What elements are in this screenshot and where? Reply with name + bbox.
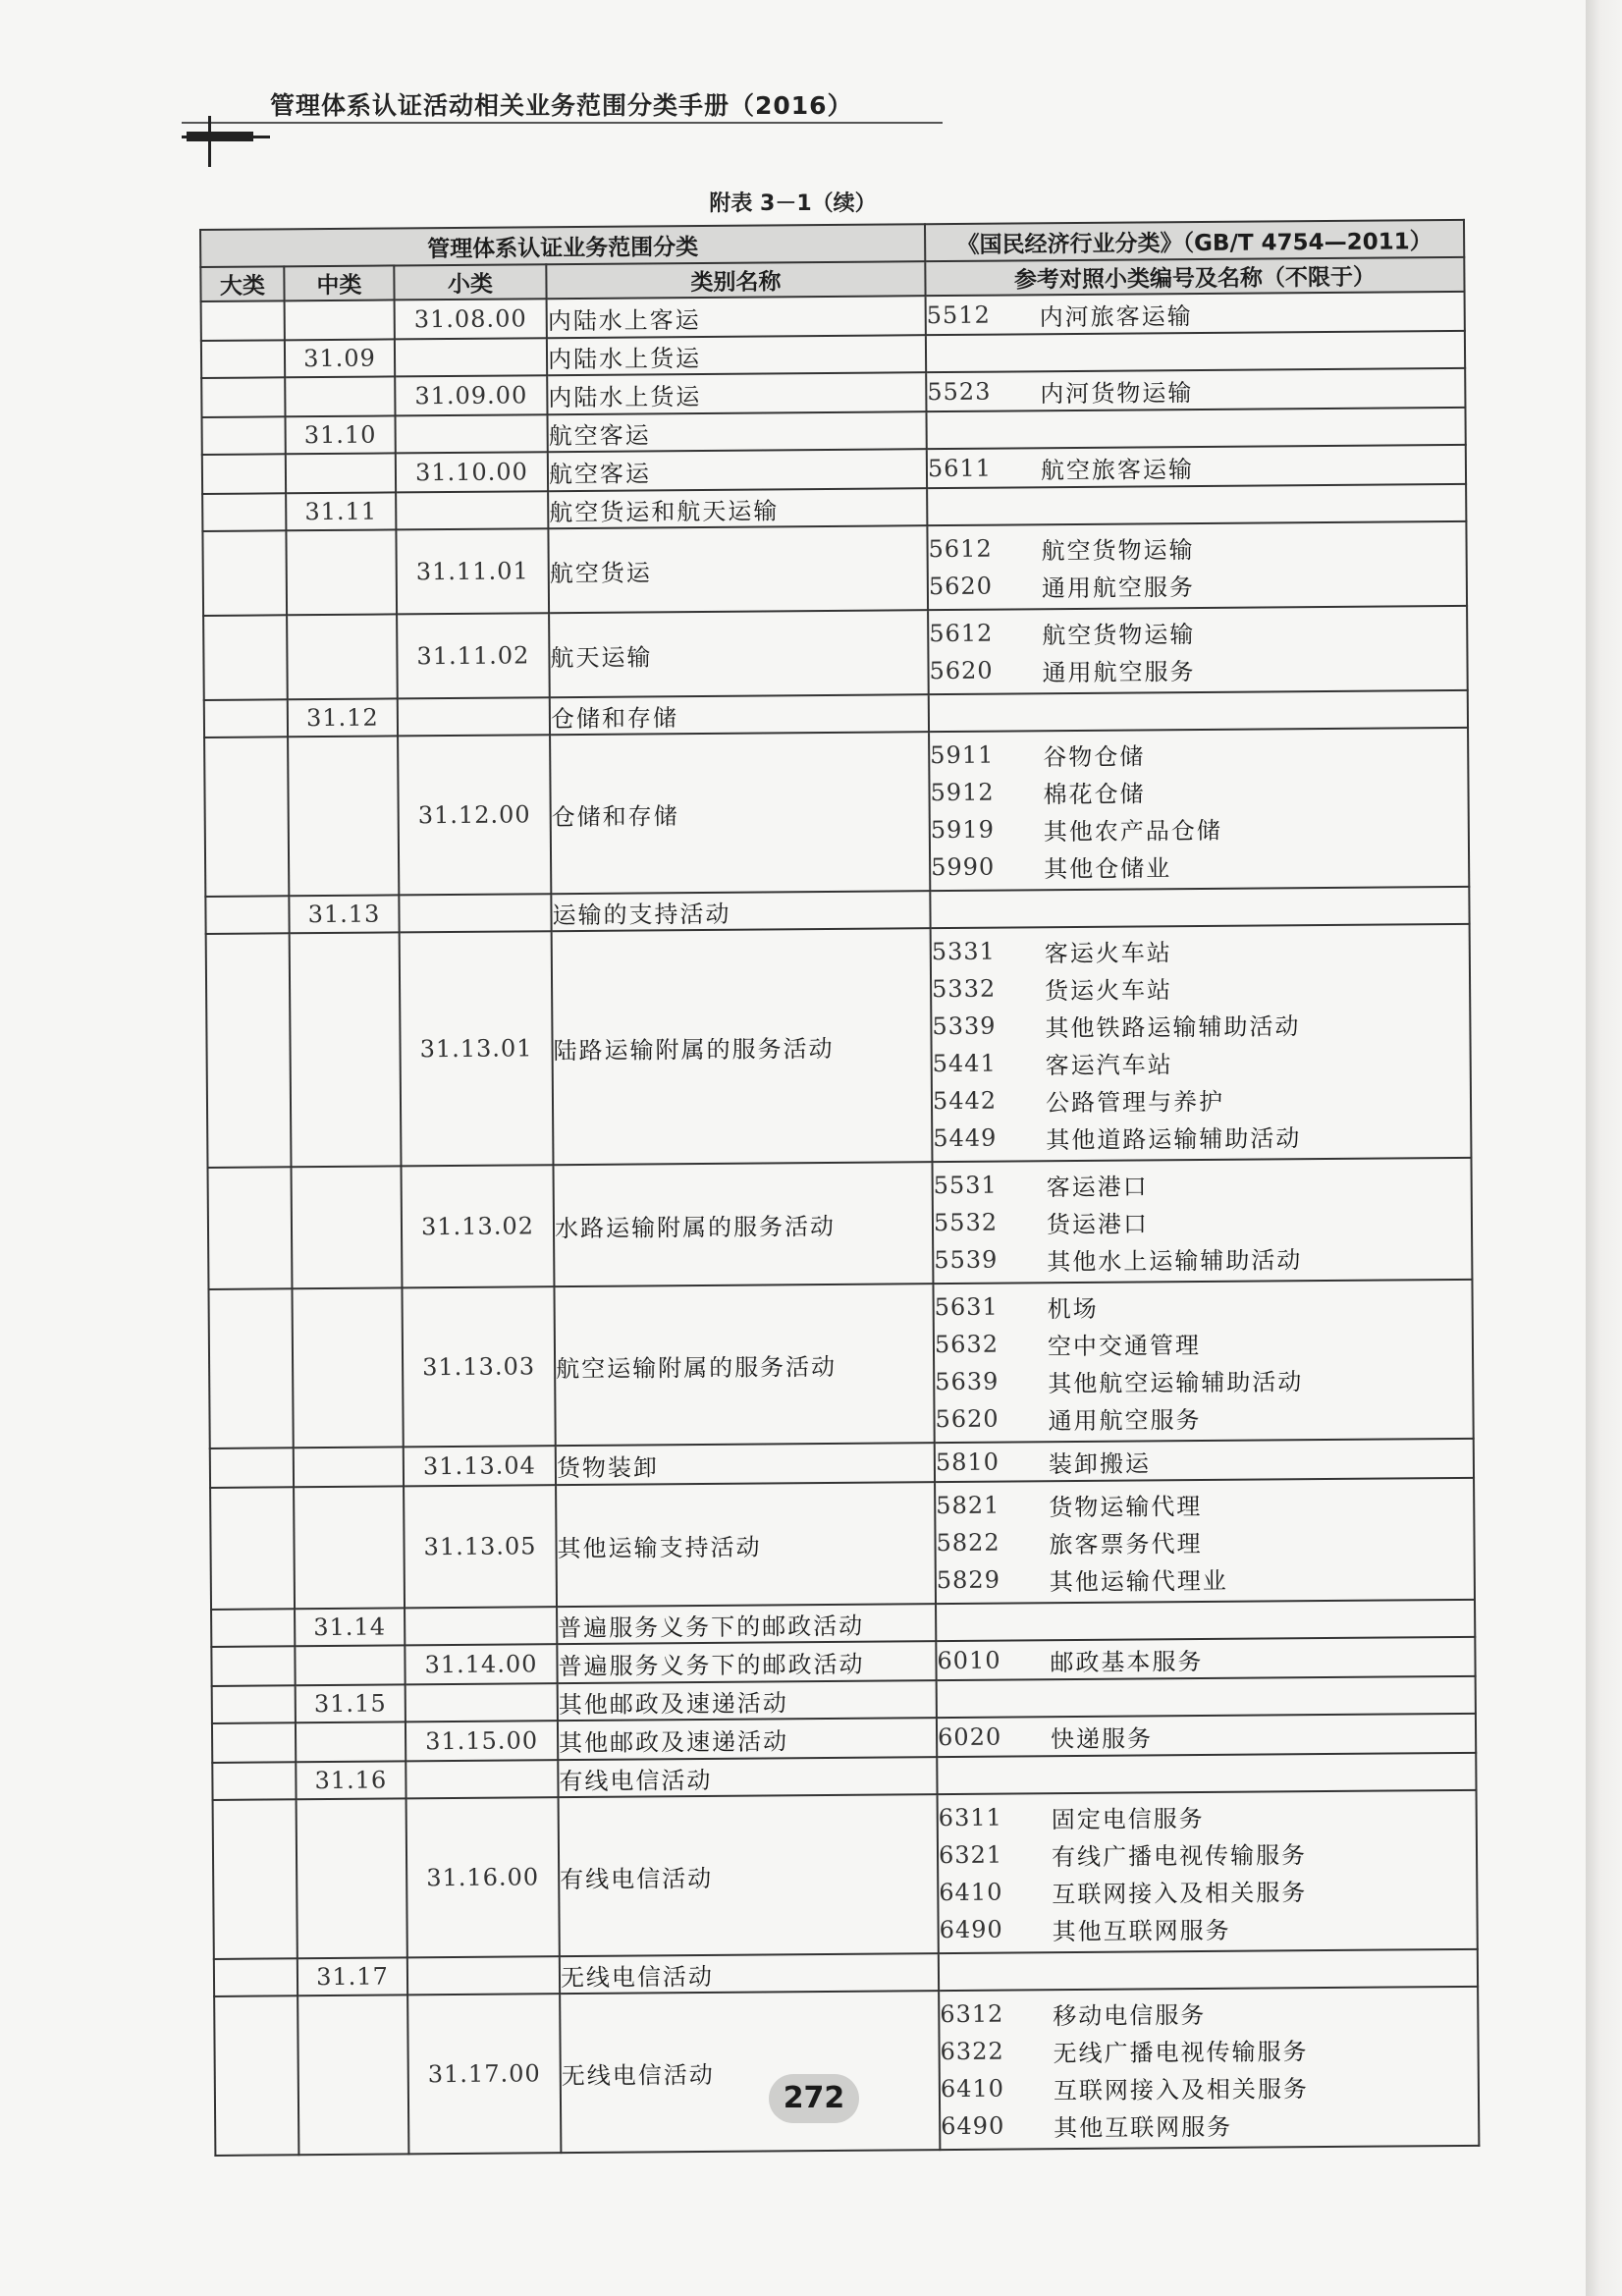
reference-name: 固定电信服务 [1051,1804,1205,1833]
reference-code: 5612 [929,619,994,648]
reference-name: 旅客票务代理 [1049,1529,1203,1558]
category-name-cell: 运输的支持活动 [551,891,930,931]
reference-item [941,2104,1478,2145]
reference-item [941,2066,1478,2107]
reference-code: 6311 [938,1803,1002,1832]
reference-cell [935,1439,1474,1482]
reference-item [929,611,1466,652]
reference-item [935,1359,1472,1400]
reference-code: 5990 [931,852,996,882]
middle-code-cell [290,932,402,1167]
reference-code: 5620 [929,656,994,685]
group-header-right: 《国民经济行业分类》（GB/T 4754—2011） [925,220,1464,261]
reference-item [934,1200,1471,1241]
reference-code: 5632 [934,1330,1000,1359]
reference-name: 其他航空运输辅助活动 [1048,1367,1304,1397]
reference-code: 6410 [940,2074,1005,2104]
reference-name: 邮政基本服务 [1050,1647,1204,1676]
reference-name: 其他互联网服务 [1052,1916,1231,1945]
minor-code-cell: 31.13.02 [402,1165,555,1287]
table-row [204,728,1469,897]
table-row [210,1478,1475,1610]
middle-code-cell: 31.15 [296,1684,406,1722]
major-cell [208,1288,293,1449]
minor-code-cell: 31.10.00 [396,452,548,492]
major-cell [201,340,285,378]
category-name-cell: 水路运输附属的服务活动 [553,1162,933,1286]
reference-item [939,1795,1476,1836]
reference-name: 航空旅客运输 [1040,455,1195,484]
header-ornament-bar [187,132,253,141]
category-name-cell: 有线电信活动 [558,1757,937,1797]
minor-code-cell: 31.15.00 [406,1721,558,1761]
minor-code-cell [405,1607,557,1645]
major-cell [212,1762,296,1800]
reference-item [932,1004,1469,1045]
reference-cell [937,1753,1476,1794]
middle-code-cell: 31.10 [286,415,396,454]
reference-cell [929,690,1468,732]
column-header-major: 大类 [200,266,284,301]
reference-cell [930,887,1469,928]
page-number: 272 [769,2074,859,2123]
classification-table [199,219,1480,2157]
reference-name: 通用航空服务 [1048,1405,1202,1435]
reference-name: 货物运输代理 [1049,1492,1203,1521]
reference-name: 快递服务 [1050,1723,1154,1753]
reference-code: 5810 [935,1448,1000,1477]
reference-name: 航空货物运输 [1041,535,1195,565]
table-row [206,924,1472,1168]
middle-code-cell [294,1447,404,1487]
category-name-cell: 无线电信活动 [560,1991,940,2153]
reference-code: 5611 [927,454,993,483]
category-name-cell: 内陆水上货运 [547,335,926,375]
minor-code-cell: 31.13.05 [404,1485,557,1608]
column-header-reference: 参考对照小类编号及名称（不限于） [925,257,1464,296]
minor-code-cell [398,697,550,736]
minor-code-cell: 31.16.00 [406,1797,560,1957]
running-header-title: 管理体系认证活动相关业务范围分类手册（2016） [270,91,853,120]
reference-item [939,1832,1476,1874]
reference-item [934,1285,1471,1326]
column-header-minor: 小类 [394,264,546,300]
minor-code-cell: 31.12.00 [398,735,551,895]
middle-code-cell [285,300,395,340]
reference-name: 其他互联网服务 [1054,2112,1233,2142]
minor-code-cell: 31.13.01 [400,931,554,1166]
reference-item [939,1870,1476,1911]
major-cell [206,933,292,1168]
reference-code: 6312 [940,1999,1004,2029]
reference-cell [939,1987,1479,2150]
reference-name: 有线广播电视传输服务 [1051,1840,1308,1871]
category-name-cell: 内陆水上货运 [547,372,926,414]
reference-name: 客运汽车站 [1045,1050,1173,1079]
reference-code: 5911 [930,740,995,770]
middle-code-cell [292,1166,403,1288]
minor-code-cell [406,1760,558,1798]
reference-name: 其他运输代理业 [1049,1566,1228,1596]
reference-item [940,2029,1477,2070]
reference-cell [937,1714,1476,1757]
category-name-cell: 仓储和存储 [550,732,930,894]
reference-name: 内河旅客运输 [1039,301,1193,331]
reference-cell [938,1790,1478,1953]
minor-code-cell [396,414,548,453]
reference-code: 5441 [932,1049,997,1078]
reference-cell [926,368,1465,411]
middle-code-cell [292,1287,403,1448]
reference-item [936,1483,1473,1524]
middle-code-cell [286,529,397,615]
reference-cell [937,1676,1476,1718]
major-cell [214,1995,298,2156]
minor-code-cell: 31.13.04 [404,1446,556,1486]
reference-item [934,1237,1471,1279]
major-cell [208,1167,293,1289]
category-name-cell: 航空客运 [548,449,927,491]
minor-code-cell: 31.17.00 [407,1994,561,2154]
reference-code: 5631 [934,1292,999,1322]
middle-code-cell: 31.09 [285,339,395,377]
major-cell [211,1646,295,1686]
category-name-cell: 有线电信活动 [559,1794,939,1956]
category-name-cell: 仓储和存储 [550,694,929,735]
reference-cell [926,292,1465,335]
reference-item [927,293,1464,334]
reference-code: 5639 [935,1367,1000,1396]
reference-code: 5442 [932,1086,998,1116]
category-name-cell: 其他邮政及速递活动 [558,1718,937,1760]
category-name-cell: 航空货运 [548,525,928,613]
middle-code-cell: 31.16 [296,1761,406,1799]
reference-code: 6010 [937,1646,1001,1675]
reference-item [933,1116,1470,1157]
major-cell [202,493,286,531]
category-name-cell: 航空运输附属的服务活动 [554,1284,934,1446]
middle-code-cell: 31.11 [286,492,396,530]
reference-code: 6410 [939,1878,1003,1907]
reference-code: 5523 [927,377,992,407]
reference-item [927,369,1464,410]
major-cell [210,1448,294,1488]
reference-name: 其他仓储业 [1044,853,1172,883]
reference-name: 装卸搬运 [1048,1449,1152,1478]
major-cell [201,301,285,341]
reference-cell [933,1280,1473,1443]
reference-name: 谷物仓储 [1043,741,1146,771]
reference-name: 机场 [1047,1294,1099,1323]
reference-name: 其他铁路运输辅助活动 [1045,1011,1301,1042]
minor-code-cell: 31.13.03 [402,1286,555,1447]
middle-code-cell [286,453,396,493]
reference-item [939,1907,1476,1948]
reference-code: 6490 [939,1915,1003,1944]
reference-cell [926,408,1465,449]
reference-name: 移动电信服务 [1053,2000,1207,2030]
reference-item [940,1992,1477,2033]
major-cell [202,454,286,494]
page-edge-shadow [1586,0,1622,2296]
header-ornament-vertical [208,116,211,167]
minor-code-cell [395,338,547,376]
middle-code-cell: 31.13 [289,895,399,933]
group-header-left: 管理体系认证业务范围分类 [200,224,925,267]
reference-cell [939,1949,1478,1991]
middle-code-cell [295,1645,405,1685]
major-cell [202,530,287,616]
category-name-cell: 普遍服务义务下的邮政活动 [557,1604,936,1644]
table-row [214,1987,1479,2156]
reference-cell [931,924,1472,1162]
minor-code-cell: 31.11.02 [397,613,550,698]
middle-code-cell: 31.17 [297,1957,407,1995]
major-cell [202,416,286,455]
reference-cell [927,445,1466,488]
reference-cell [935,1478,1475,1604]
category-name-cell: 货物装卸 [556,1443,935,1485]
minor-code-cell [407,1956,560,1995]
reference-cell [929,728,1469,891]
reference-cell [927,484,1466,525]
reference-name: 互联网接入及相关服务 [1053,2074,1310,2105]
major-cell [201,377,285,417]
reference-item [938,1715,1475,1756]
reference-code: 5332 [931,974,997,1004]
major-cell [204,699,288,738]
reference-item [931,807,1468,848]
reference-code: 5919 [930,815,996,845]
reference-cell [927,521,1467,610]
minor-code-cell: 31.11.01 [396,528,549,614]
table-row [208,1158,1473,1289]
minor-code-cell: 31.08.00 [395,299,547,339]
category-name-cell: 其他运输支持活动 [556,1482,936,1607]
reference-code: 5449 [933,1123,998,1153]
reference-code: 5331 [931,937,996,966]
middle-code-cell [297,1798,407,1958]
reference-item [932,966,1469,1008]
category-name-cell: 无线电信活动 [560,1953,939,1994]
category-name-cell: 航天运输 [549,610,929,697]
table-row [202,521,1467,616]
reference-code: 5532 [933,1208,999,1237]
reference-item [930,733,1467,774]
category-name-cell: 航空客运 [547,411,926,452]
major-cell [204,737,289,897]
reference-code: 6322 [940,2037,1004,2066]
category-name-cell: 普遍服务义务下的邮政活动 [557,1641,936,1683]
minor-code-cell [406,1683,558,1722]
major-cell [213,1799,297,1959]
reference-code: 6490 [941,2111,1005,2141]
reference-name: 通用航空服务 [1042,657,1196,686]
reference-cell [926,331,1465,372]
reference-item [936,1440,1473,1481]
major-cell [214,1958,297,1996]
reference-item [929,564,1466,605]
reference-name: 客运港口 [1046,1172,1149,1201]
reference-code: 6020 [937,1722,1002,1752]
reference-code: 5339 [932,1011,997,1041]
reference-item [928,446,1465,487]
table-row [203,606,1468,700]
reference-item [937,1638,1474,1679]
reference-item [931,845,1468,886]
reference-name: 空中交通管理 [1047,1331,1202,1360]
reference-code: 5821 [936,1491,1000,1520]
reference-name: 棉花仓储 [1043,779,1146,808]
reference-item [930,770,1467,811]
minor-code-cell [399,894,551,932]
table-caption: 附表 3－1（续） [709,191,877,216]
category-name-cell: 航空货运和航天运输 [548,488,927,528]
minor-code-cell: 31.14.00 [405,1644,557,1684]
reference-item [936,1520,1473,1561]
major-cell [210,1487,295,1610]
column-header-middle: 中类 [284,265,394,301]
reference-item [935,1322,1472,1363]
reference-code: 5620 [928,572,994,601]
header-rule [182,122,943,124]
reference-name: 公路管理与养护 [1045,1087,1225,1117]
reference-code: 5620 [935,1404,1000,1434]
table-body [201,292,1480,2156]
reference-name: 其他水上运输辅助活动 [1047,1245,1303,1276]
reference-code: 5912 [930,778,995,807]
reference-name: 通用航空服务 [1041,573,1196,602]
major-cell [212,1722,296,1763]
middle-code-cell [288,736,399,896]
category-name-cell: 其他邮政及速递活动 [558,1680,937,1721]
reference-item [935,1396,1472,1438]
middle-code-cell [294,1486,405,1609]
reference-name: 货运火车站 [1045,975,1173,1005]
reference-name: 无线广播电视传输服务 [1053,2037,1309,2067]
reference-code: 5539 [934,1245,999,1275]
major-cell [212,1685,296,1723]
middle-code-cell [287,614,398,699]
reference-name: 货运港口 [1046,1209,1150,1238]
reference-name: 其他农产品仓储 [1043,816,1222,846]
minor-code-cell: 31.09.00 [395,375,547,415]
reference-name: 互联网接入及相关服务 [1052,1878,1308,1908]
middle-code-cell: 31.14 [295,1608,405,1646]
reference-code: 5612 [928,534,993,564]
reference-code: 5512 [926,301,991,330]
column-header-category-name: 类别名称 [546,261,925,299]
reference-cell [928,606,1468,694]
reference-code: 5829 [936,1565,1001,1595]
middle-code-cell [285,376,395,416]
reference-item [933,1078,1470,1120]
table-row [213,1790,1478,1959]
minor-code-cell [396,491,548,529]
reference-item [933,1041,1470,1082]
table-row [208,1280,1473,1449]
category-name-cell: 陆路运输附属的服务活动 [552,928,933,1165]
middle-code-cell [296,1722,406,1762]
middle-code-cell: 31.12 [288,698,398,737]
reference-item [928,526,1465,568]
reference-code: 6321 [938,1840,1003,1870]
reference-code: 5822 [936,1528,1000,1558]
reference-name: 其他道路运输辅助活动 [1046,1123,1302,1154]
reference-name: 航空货物运输 [1042,620,1196,649]
reference-item [937,1558,1474,1599]
major-cell [203,615,288,700]
reference-cell [932,1158,1472,1284]
reference-item [932,929,1469,970]
reference-cell [936,1600,1475,1641]
reference-name: 内河货物运输 [1040,378,1194,408]
category-name-cell: 内陆水上客运 [547,296,926,338]
reference-cell [936,1637,1475,1680]
major-cell [211,1609,295,1647]
middle-code-cell [297,1995,408,2155]
reference-name: 客运火车站 [1044,938,1172,967]
reference-code: 5531 [933,1171,998,1200]
reference-item [934,1163,1471,1204]
reference-item [929,648,1466,689]
major-cell [205,896,289,934]
